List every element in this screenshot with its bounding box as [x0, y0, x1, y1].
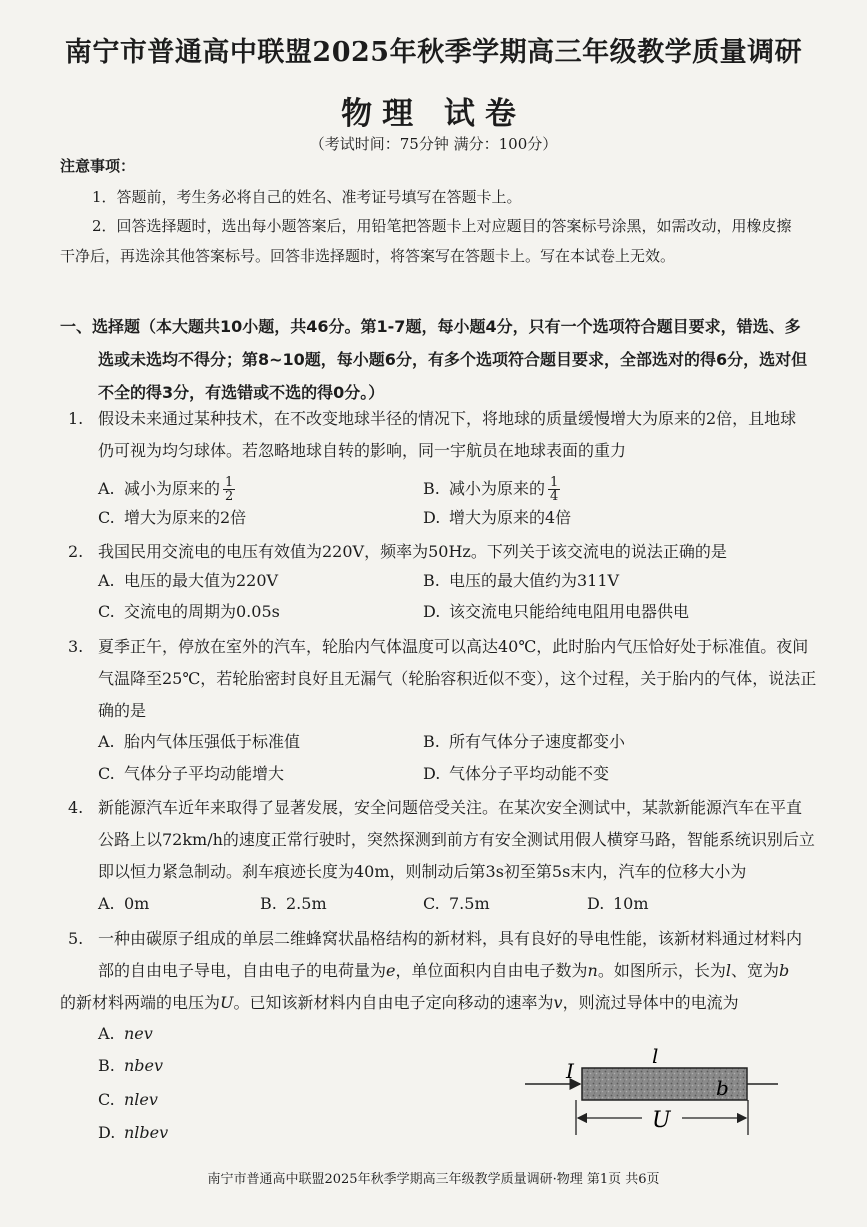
option-letter: D. [98, 1123, 116, 1142]
question-2 [60, 536, 820, 568]
q3-option-c [98, 762, 284, 786]
q4-option-c [423, 892, 490, 916]
q2-option-a [98, 569, 278, 593]
fraction-numerator: 1 [225, 475, 234, 490]
question-5 [60, 923, 820, 1019]
variable-l: l [725, 961, 731, 980]
question-stem-line: 仍可视为均匀球体。若忽略地球自转的影响，同一宇航员在地球表面的重力 [98, 441, 627, 460]
question-number: 3. [68, 637, 84, 656]
question-number: 1. [68, 409, 84, 428]
notice-heading: 注意事项： [60, 157, 136, 175]
material-diagram [520, 1040, 780, 1140]
question-stem-line: 一种由碳原子组成的单层二维蜂窝状晶格结构的新材料，具有良好的导电性能，该新材料通过材料内 [98, 929, 803, 948]
stem-text: ，单位面积内自由电子数为 [395, 961, 588, 980]
option-text: 减小为原来的 [124, 479, 221, 498]
option-letter: C. [98, 1090, 115, 1109]
option-text: 增大为原来的4倍 [449, 508, 572, 527]
option-letter: C. [423, 894, 440, 913]
option-text: 10m [613, 894, 649, 913]
option-letter: D. [423, 508, 441, 527]
q1-option-b [423, 476, 560, 503]
section-heading-line3: 不全的得3分，有选错或不选的得0分。） [98, 383, 385, 402]
question-stem-line: 公路上以72km/h的速度正常行驶时，突然探测到前方有安全测试用假人横穿马路，智能系统识别后立 [98, 830, 815, 849]
fraction [223, 476, 235, 503]
option-text: 电压的最大值为220V [124, 571, 279, 590]
exam-info: （考试时间：75分钟 满分：100分） [309, 135, 558, 153]
q3-option-b [423, 730, 625, 754]
q2-option-c [98, 600, 280, 624]
option-text: nev [124, 1024, 153, 1043]
question-stem-line: 即以恒力紧急制动。刹车痕迹长度为40m，则制动后第3s初至第5s末内，汽车的位移大小为 [98, 862, 747, 881]
question-4 [60, 792, 820, 888]
q4-option-d [587, 892, 649, 916]
question-stem-line [98, 955, 820, 987]
q1-option-c [98, 506, 246, 530]
option-text: 气体分子平均动能增大 [124, 764, 285, 783]
question-stem-line: 夏季正午，停放在室外的汽车，轮胎内气体温度可以高达40℃，此时胎内气压恰好处于标准值。夜间 [98, 637, 809, 656]
option-text: 胎内气体压强低于标准值 [124, 732, 301, 751]
option-letter: A. [98, 479, 115, 498]
stem-text: 。已知该新材料内自由电子定向移动的速率为 [233, 993, 554, 1012]
variable-u: U [220, 993, 234, 1012]
q2-option-b [423, 569, 619, 593]
q3-option-d [423, 762, 609, 786]
q5-option-c [98, 1088, 158, 1112]
exam-title: 南宁市普通高中联盟2025年秋季学期高三年级教学质量调研 [64, 37, 803, 68]
option-letter: A. [98, 732, 115, 751]
section-heading [60, 310, 820, 409]
q3-option-a [98, 730, 300, 754]
option-letter: B. [260, 894, 277, 913]
question-1 [60, 403, 820, 467]
option-letter: A. [98, 1024, 115, 1043]
option-letter: B. [423, 479, 440, 498]
option-text: nlbev [124, 1123, 169, 1142]
q5-option-b [98, 1054, 163, 1078]
variable-n: n [587, 961, 598, 980]
option-text: nlev [124, 1090, 158, 1109]
variable-b: b [778, 961, 790, 980]
question-stem-line: 确的是 [98, 701, 147, 720]
option-text: 该交流电只能给纯电阻用电器供电 [449, 602, 690, 621]
question-stem-line: 我国民用交流电的电压有效值为220V，频率为50Hz。下列关于该交流电的说法正确的是 [98, 542, 727, 561]
stem-text: 。如图所示，长为 [597, 961, 726, 980]
question-3 [60, 631, 820, 727]
section-heading-line1: 一、选择题（本大题共10小题，共46分。第1-7题，每小题4分，只有一个选项符合题目要求，错选、多 [60, 317, 801, 336]
question-number: 4. [68, 798, 84, 817]
question-stem-line: 新能源汽车近年来取得了显著发展，安全问题倍受关注。在某次安全测试中，某款新能源汽车在平直 [98, 798, 803, 817]
fraction-denominator: 2 [225, 489, 234, 504]
option-letter: B. [98, 1056, 115, 1075]
fraction [548, 476, 560, 503]
fraction-denominator: 4 [550, 489, 559, 504]
option-text: 减小为原来的 [449, 479, 546, 498]
option-letter: C. [98, 602, 115, 621]
question-number: 5. [68, 929, 84, 948]
option-letter: D. [587, 894, 605, 913]
option-letter: A. [98, 571, 115, 590]
q2-option-d [423, 600, 689, 624]
q5-option-a [98, 1022, 153, 1046]
option-letter: C. [98, 508, 115, 527]
option-letter: B. [423, 571, 440, 590]
q4-option-a [98, 892, 149, 916]
question-stem-line: 气温降至25℃，若轮胎密封良好且无漏气（轮胎容积近似不变），这个过程，关于胎内的气体，说法正 [98, 669, 817, 688]
variable-v: v [553, 993, 563, 1012]
subject-title: 物理 试卷 [341, 96, 526, 132]
question-stem-line [60, 987, 820, 1019]
q1-option-a [98, 476, 235, 503]
option-text: 所有气体分子速度都变小 [449, 732, 626, 751]
section-heading-line2: 选或未选均不得分；第8~10题，每小题6分，有多个选项符合题目要求，全部选对的得6分，选对但 [98, 350, 808, 369]
q1-option-d [423, 506, 571, 530]
option-text: 电压的最大值约为311V [449, 571, 620, 590]
variable-e: e [386, 961, 396, 980]
length-label: l [652, 1044, 659, 1068]
q5-option-d [98, 1121, 168, 1145]
option-text: 增大为原来的2倍 [124, 508, 247, 527]
fraction-numerator: 1 [550, 475, 559, 490]
current-label: I [566, 1059, 574, 1083]
option-letter: D. [423, 764, 441, 783]
width-label: b [716, 1076, 729, 1100]
stem-text: ，则流过导体中的电流为 [562, 993, 739, 1012]
notice-item-2-line2: 干净后，再选涂其他答案标号。回答非选择题时，将答案写在答题卡上。写在本试卷上无效。 [60, 247, 676, 265]
notice-item-1: 1．答题前，考生务必将自己的姓名、准考证号填写在答题卡上。 [92, 188, 522, 206]
option-text: 7.5m [449, 894, 490, 913]
option-letter: B. [423, 732, 440, 751]
option-letter: A. [98, 894, 115, 913]
question-stem-line: 假设未来通过某种技术，在不改变地球半径的情况下，将地球的质量缓慢增大为原来的2倍，且地球 [98, 409, 797, 428]
option-text: 2.5m [286, 894, 327, 913]
stem-text: 、宽为 [730, 961, 779, 980]
notice-item-2-line1: 2．回答选择题时，选出每小题答案后，用铅笔把答题卡上对应题目的答案标号涂黑，如需改动，用橡皮擦 [92, 217, 792, 235]
option-letter: C. [98, 764, 115, 783]
option-text: nbev [124, 1056, 164, 1075]
page-footer: 南宁市普通高中联盟2025年秋季学期高三年级教学质量调研·物理 第1页 共6页 [207, 1172, 660, 1187]
stem-text: 的新材料两端的电压为 [60, 993, 221, 1012]
option-letter: D. [423, 602, 441, 621]
option-text: 0m [124, 894, 150, 913]
stem-text: 部的自由电子导电，自由电子的电荷量为 [98, 961, 387, 980]
q4-option-b [260, 892, 327, 916]
option-text: 交流电的周期为0.05s [124, 602, 280, 621]
question-number: 2. [68, 542, 84, 561]
voltage-label: U [652, 1108, 671, 1133]
option-text: 气体分子平均动能不变 [449, 764, 610, 783]
